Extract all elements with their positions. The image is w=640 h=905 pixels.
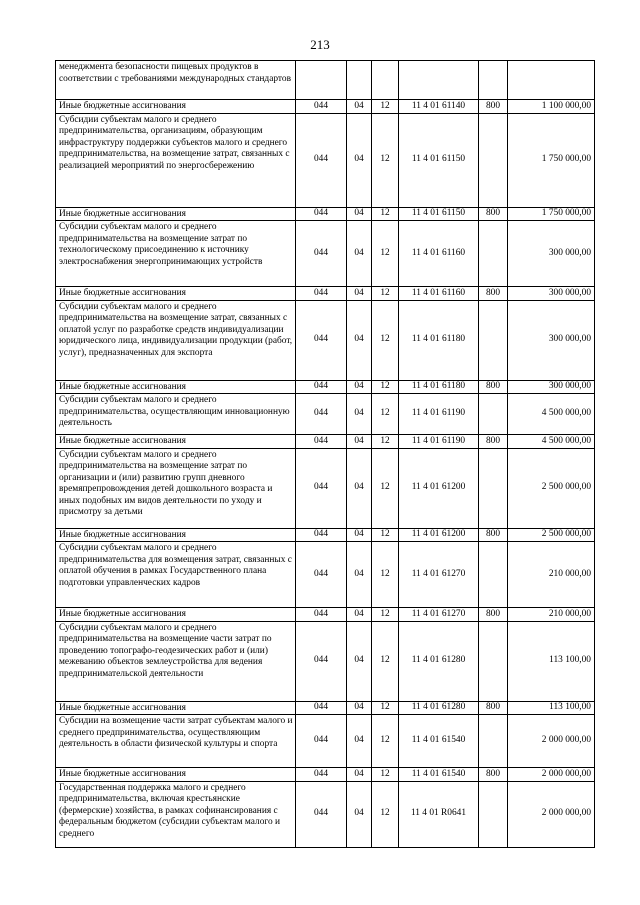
cell-subsection: 12 — [372, 207, 399, 221]
cell-name: Государственная поддержка малого и среднего предпринимательства, включая крестьянские (фермерские) хозяйства, в рамках софинансирования с федеральным бюджетом (субсидии субъектам малого и среднего — [56, 781, 296, 847]
cell-target-article: 11 4 01 61200 — [399, 448, 479, 528]
cell-expense-type: 800 — [479, 608, 508, 622]
cell-subsection: 12 — [372, 781, 399, 847]
table-row — [56, 715, 595, 768]
cell-grbs: 044 — [296, 113, 347, 207]
cell-subsection: 12 — [372, 394, 399, 435]
table-row — [56, 768, 595, 782]
cell-target-article: 11 4 01 61190 — [399, 435, 479, 449]
cell-expense-type: 800 — [479, 768, 508, 782]
cell-section: 04 — [347, 528, 372, 542]
cell-name: Субсидии на возмещение части затрат субъектам малого и среднего предпринимательства, осуществляющим деятельность в области физической культуры и спорта — [56, 715, 296, 768]
cell-subsection: 12 — [372, 100, 399, 114]
cell-amount: 113 100,00 — [508, 621, 595, 701]
cell-expense-type — [479, 61, 508, 100]
cell-target-article: 11 4 01 61270 — [399, 542, 479, 608]
cell-name: Субсидии субъектам малого и среднего предпринимательства на возмещение части затрат по проведению топографо-геодезических работ и (или) межеванию объектов землеустройства для ведения предпринимательской деятельности — [56, 621, 296, 701]
cell-target-article: 11 4 01 61200 — [399, 528, 479, 542]
cell-target-article: 11 4 01 61540 — [399, 715, 479, 768]
cell-grbs: 044 — [296, 701, 347, 715]
cell-target-article: 11 4 01 61190 — [399, 394, 479, 435]
cell-target-article: 11 4 01 61180 — [399, 380, 479, 394]
cell-amount: 2 000 000,00 — [508, 768, 595, 782]
cell-target-article: 11 4 01 61150 — [399, 113, 479, 207]
cell-subsection: 12 — [372, 221, 399, 287]
table-row — [56, 61, 595, 100]
cell-subsection: 12 — [372, 715, 399, 768]
cell-subsection: 12 — [372, 608, 399, 622]
cell-section: 04 — [347, 207, 372, 221]
cell-subsection: 12 — [372, 701, 399, 715]
table-row — [56, 608, 595, 622]
cell-target-article: 11 4 01 61150 — [399, 207, 479, 221]
cell-target-article: 11 4 01 61540 — [399, 768, 479, 782]
budget-table — [55, 60, 595, 848]
cell-expense-type: 800 — [479, 100, 508, 114]
table-row — [56, 781, 595, 847]
cell-section: 04 — [347, 113, 372, 207]
table-row — [56, 435, 595, 449]
cell-name: Субсидии субъектам малого и среднего предпринимательства на возмещение затрат по технологическому присоединению к источнику электроснабжения энергопринимающих устройств — [56, 221, 296, 287]
table-row — [56, 287, 595, 301]
cell-grbs: 044 — [296, 621, 347, 701]
cell-expense-type — [479, 715, 508, 768]
cell-target-article: 11 4 01 61180 — [399, 300, 479, 380]
cell-grbs: 044 — [296, 287, 347, 301]
cell-grbs: 044 — [296, 300, 347, 380]
cell-grbs: 044 — [296, 207, 347, 221]
cell-subsection — [372, 61, 399, 100]
cell-section: 04 — [347, 542, 372, 608]
cell-amount: 1 100 000,00 — [508, 100, 595, 114]
cell-amount: 1 750 000,00 — [508, 207, 595, 221]
cell-amount: 300 000,00 — [508, 300, 595, 380]
cell-target-article: 11 4 01 61160 — [399, 287, 479, 301]
cell-name: Иные бюджетные ассигнования — [56, 207, 296, 221]
cell-target-article: 11 4 01 61280 — [399, 701, 479, 715]
cell-name: Иные бюджетные ассигнования — [56, 608, 296, 622]
cell-amount: 2 500 000,00 — [508, 528, 595, 542]
cell-expense-type — [479, 448, 508, 528]
cell-grbs: 044 — [296, 100, 347, 114]
cell-grbs: 044 — [296, 380, 347, 394]
cell-name: Иные бюджетные ассигнования — [56, 380, 296, 394]
cell-expense-type — [479, 221, 508, 287]
cell-amount: 210 000,00 — [508, 542, 595, 608]
cell-section: 04 — [347, 435, 372, 449]
cell-subsection: 12 — [372, 768, 399, 782]
cell-target-article: 11 4 01 61280 — [399, 621, 479, 701]
table-row — [56, 380, 595, 394]
cell-grbs: 044 — [296, 528, 347, 542]
cell-section: 04 — [347, 621, 372, 701]
cell-section: 04 — [347, 221, 372, 287]
cell-grbs: 044 — [296, 435, 347, 449]
cell-name: Субсидии субъектам малого и среднего предпринимательства, организациям, образующим инфраструктуру поддержки субъектов малого и среднего предпринимательства, на возмещение затрат, связанных с реализацией мероприятий по энергосбережению — [56, 113, 296, 207]
table-row — [56, 113, 595, 207]
cell-amount: 1 750 000,00 — [508, 113, 595, 207]
table-row — [56, 528, 595, 542]
cell-name: Иные бюджетные ассигнования — [56, 287, 296, 301]
cell-target-article — [399, 61, 479, 100]
cell-subsection: 12 — [372, 528, 399, 542]
table-row — [56, 100, 595, 114]
cell-amount: 113 100,00 — [508, 701, 595, 715]
cell-amount: 2 000 000,00 — [508, 715, 595, 768]
cell-expense-type — [479, 621, 508, 701]
cell-expense-type: 800 — [479, 701, 508, 715]
cell-section: 04 — [347, 715, 372, 768]
cell-name: Субсидии субъектам малого и среднего предпринимательства на возмещение затрат, связанных с оплатой услуг по разработке средств индивидуализации юридического лица, индивидуализации продукции (работ, услуг), предназначенных для экспорта — [56, 300, 296, 380]
cell-grbs: 044 — [296, 608, 347, 622]
cell-expense-type — [479, 113, 508, 207]
cell-name: Иные бюджетные ассигнования — [56, 435, 296, 449]
cell-subsection: 12 — [372, 448, 399, 528]
cell-subsection: 12 — [372, 435, 399, 449]
cell-amount — [508, 61, 595, 100]
cell-grbs: 044 — [296, 715, 347, 768]
cell-section: 04 — [347, 701, 372, 715]
cell-grbs — [296, 61, 347, 100]
cell-section: 04 — [347, 608, 372, 622]
cell-expense-type — [479, 394, 508, 435]
cell-name: Субсидии субъектам малого и среднего предпринимательства, осуществляющим инновационную деятельность — [56, 394, 296, 435]
cell-amount: 210 000,00 — [508, 608, 595, 622]
cell-target-article: 11 4 01 61160 — [399, 221, 479, 287]
cell-name: Субсидии субъектам малого и среднего предпринимательства на возмещение затрат по организации и (или) развитию групп дневного времяпрепровождения детей дошкольного возраста и иных подобных им видов деятельности по уходу и присмотру за детьми — [56, 448, 296, 528]
cell-amount: 300 000,00 — [508, 380, 595, 394]
cell-expense-type — [479, 542, 508, 608]
cell-expense-type: 800 — [479, 435, 508, 449]
cell-section: 04 — [347, 781, 372, 847]
cell-grbs: 044 — [296, 542, 347, 608]
cell-subsection: 12 — [372, 287, 399, 301]
cell-section: 04 — [347, 394, 372, 435]
cell-section: 04 — [347, 100, 372, 114]
cell-amount: 300 000,00 — [508, 221, 595, 287]
cell-name: Иные бюджетные ассигнования — [56, 701, 296, 715]
cell-target-article: 11 4 01 R0641 — [399, 781, 479, 847]
table-row — [56, 207, 595, 221]
cell-expense-type — [479, 781, 508, 847]
page-number: 213 — [310, 37, 330, 52]
cell-target-article: 11 4 01 61270 — [399, 608, 479, 622]
cell-amount: 2 500 000,00 — [508, 448, 595, 528]
cell-subsection: 12 — [372, 300, 399, 380]
table-row — [56, 621, 595, 701]
cell-section: 04 — [347, 287, 372, 301]
cell-section: 04 — [347, 448, 372, 528]
cell-expense-type: 800 — [479, 528, 508, 542]
table-row — [56, 448, 595, 528]
cell-amount: 2 000 000,00 — [508, 781, 595, 847]
cell-subsection: 12 — [372, 380, 399, 394]
cell-subsection: 12 — [372, 113, 399, 207]
cell-grbs: 044 — [296, 394, 347, 435]
table-row — [56, 394, 595, 435]
cell-name: Субсидии субъектам малого и среднего предпринимательства для возмещения затрат, связанных с оплатой обучения в рамках Государственного плана подготовки управленческих кадров — [56, 542, 296, 608]
table-row — [56, 542, 595, 608]
table-row — [56, 221, 595, 287]
cell-grbs: 044 — [296, 768, 347, 782]
cell-amount: 4 500 000,00 — [508, 394, 595, 435]
cell-subsection: 12 — [372, 621, 399, 701]
cell-section — [347, 61, 372, 100]
cell-section: 04 — [347, 768, 372, 782]
table-row — [56, 701, 595, 715]
cell-subsection: 12 — [372, 542, 399, 608]
cell-name: Иные бюджетные ассигнования — [56, 528, 296, 542]
cell-amount: 4 500 000,00 — [508, 435, 595, 449]
cell-target-article: 11 4 01 61140 — [399, 100, 479, 114]
cell-amount: 300 000,00 — [508, 287, 595, 301]
cell-grbs: 044 — [296, 448, 347, 528]
cell-name: Иные бюджетные ассигнования — [56, 100, 296, 114]
cell-name: менеджмента безопасности пищевых продуктов в соответствии с требованиями международных стандартов — [56, 61, 296, 100]
cell-grbs: 044 — [296, 221, 347, 287]
table-row — [56, 300, 595, 380]
cell-expense-type — [479, 300, 508, 380]
cell-section: 04 — [347, 380, 372, 394]
cell-grbs: 044 — [296, 781, 347, 847]
cell-expense-type: 800 — [479, 207, 508, 221]
cell-expense-type: 800 — [479, 380, 508, 394]
cell-section: 04 — [347, 300, 372, 380]
budget-table-body — [56, 61, 595, 848]
cell-name: Иные бюджетные ассигнования — [56, 768, 296, 782]
cell-expense-type: 800 — [479, 287, 508, 301]
